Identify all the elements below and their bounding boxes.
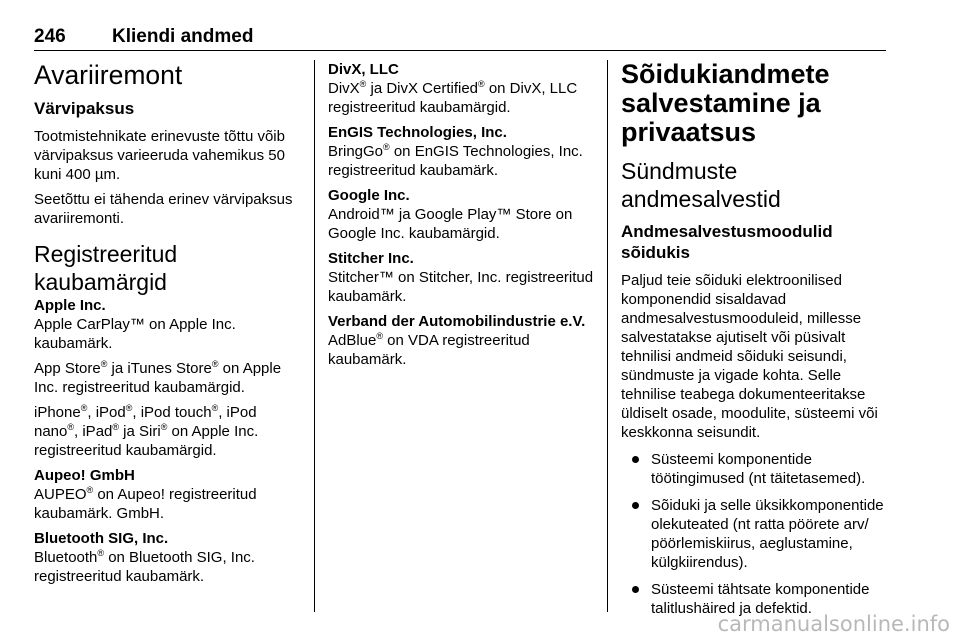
trademark-owner: DivX, LLC	[328, 61, 399, 78]
trademark-owner: Verband der Automobilindustrie e.V.	[328, 313, 586, 330]
list-item: Süsteemi komponentide töötingimused (nt täitetasemed).	[621, 450, 889, 488]
bullet-icon	[632, 502, 639, 509]
heading-sundmuste-andmesalvestid: Sündmuste andmesalvestid	[621, 158, 781, 212]
trademark-owner: EnGIS Technologies, Inc.	[328, 124, 507, 141]
trademark-owner: Apple Inc.	[34, 297, 106, 314]
column-right	[621, 60, 889, 618]
page-header	[34, 26, 886, 51]
bullet-list	[621, 450, 889, 618]
paragraph: Paljud teie sõiduki elektroonilised komponendid sisaldavad andmesalvestusmooduleid, millesse salvestatakse ajutiselt või püsivalt tehnilisi andmeid sõiduki seisundi, sündmuste ja vigade kohta. Selle tehnilise teabega dokumenteeritakse üldiselt osade, moodulite, süsteemi või keskkonna seisundit.	[621, 272, 878, 441]
trademark-owner: Google Inc.	[328, 187, 410, 204]
bullet-icon	[632, 586, 639, 593]
column-divider	[607, 60, 608, 612]
paragraph: iPhone®, iPod®, iPod touch®, iPod nano®, iPad® ja Siri® on Apple Inc. registreeritud kaubamärgid.	[34, 403, 259, 459]
paragraph: DivX® ja DivX Certified® on DivX, LLC registreeritud kaubamärgid.	[328, 79, 578, 116]
heading-andmesalvestusmoodulid: Andmesalvestusmoodulid sõidukis	[621, 222, 833, 262]
heading-varvipaksus: Värvipaksus	[34, 99, 135, 118]
heading-soidukiandmete-salvestamine: Sõidukiandmete salvestamine ja privaatsus	[621, 59, 830, 147]
heading-registreeritud-kaubamargid: Registreeritud kaubamärgid	[34, 241, 178, 295]
paragraph: App Store® ja iTunes Store® on Apple Inc. registreeritud kaubamärgid.	[34, 359, 282, 396]
header-title: Kliendi andmed	[112, 26, 254, 47]
trademark-owner: Aupeo! GmbH	[34, 467, 135, 484]
watermark: carmanualsonline.info	[717, 612, 950, 636]
trademark-owner: Stitcher Inc.	[328, 250, 414, 267]
list-item: Süsteemi tähtsate komponentide talitlushäired ja defektid.	[621, 580, 889, 618]
paragraph: Tootmistehnikate erinevuste tõttu võib värvipaksus varieeruda vahemikus 50 kuni 400 µm.	[34, 128, 285, 183]
heading-avariiremont: Avariiremont	[34, 60, 183, 90]
list-item: Sõiduki ja selle üksikkomponentide olekuteated (nt ratta pöörete arv/ pöörlemiskiirus, aeglustamine, külgkiirendus).	[621, 496, 889, 572]
column-left	[34, 60, 302, 586]
paragraph: BringGo® on EnGIS Technologies, Inc. registreeritud kaubamärk.	[328, 142, 583, 179]
page-number: 246	[34, 26, 66, 47]
column-middle	[328, 60, 596, 369]
paragraph: Stitcher™ on Stitcher, Inc. registreeritud kaubamärk.	[328, 269, 594, 305]
paragraph: Apple CarPlay™ on Apple Inc. kaubamärk.	[34, 316, 236, 352]
bullet-icon	[632, 456, 639, 463]
paragraph: AdBlue® on VDA registreeritud kaubamärk.	[328, 331, 530, 368]
paragraph: Seetõttu ei tähenda erinev värvipaksus avariiremonti.	[34, 191, 293, 227]
paragraph: Android™ ja Google Play™ Store on Google Inc. kaubamärgid.	[328, 206, 573, 242]
paragraph: Bluetooth® on Bluetooth SIG, Inc. registreeritud kaubamärk.	[34, 548, 255, 585]
column-divider	[314, 60, 315, 612]
trademark-owner: Bluetooth SIG, Inc.	[34, 530, 169, 547]
paragraph: AUPEO® on Aupeo! registreeritud kaubamärk. GmbH.	[34, 485, 257, 522]
